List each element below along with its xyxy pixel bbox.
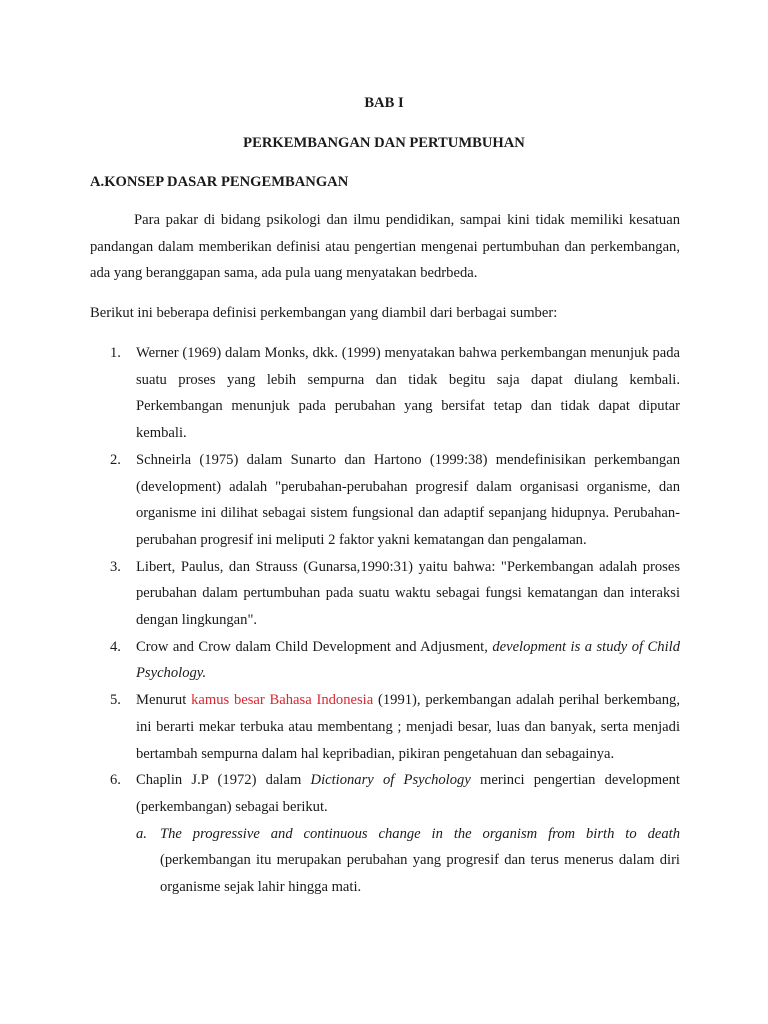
sub-item-text: (perkembangan itu merupakan perubahan yang progresif dan terus menerus dalam diri organisme sejak lahir hingga mati. — [160, 852, 680, 896]
list-item — [110, 340, 680, 447]
list-number: 3. — [110, 558, 121, 575]
list-item-text-continued: (1991), perkembangan adalah perihal berkembang, ini berarti mekar terbuka atau membentang ; menjadi besar, luas dan banyak, serta menjadi bertambah sempurna dalam hal kepribadian, pikiran pengetahuan dan sebagainya. — [136, 692, 681, 762]
list-number: 5. — [110, 692, 121, 709]
list-item-text: Crow and Crow dalam Child Development and Adjusment, — [136, 638, 493, 655]
list-number: 6. — [110, 772, 121, 789]
highlighted-term: kamus besar Bahasa Indonesia — [191, 692, 374, 709]
definition-list — [110, 340, 680, 901]
intro-paragraph: Berikut ini beberapa definisi perkembangan yang diambil dari berbagai sumber: — [90, 305, 558, 321]
list-item-text: Menurut — [136, 692, 192, 709]
chapter-heading: BAB I — [364, 95, 404, 111]
list-item-text: Chaplin J.P (1972) dalam — [136, 772, 311, 789]
section-heading: A.KONSEP DASAR PENGEMBANGAN — [90, 174, 349, 190]
list-number: 2. — [110, 451, 121, 468]
list-item-text: Libert, Paulus, dan Strauss (Gunarsa,1990:31) yaitu bahwa: "Perkembangan adalah proses perubahan dalam pertumbuhan pada suatu waktu sebagai fungsi kematangan dan interaksi dengan lingkungan". — [136, 558, 680, 629]
list-item-italic-text: development is a study of Child Psychology. — [136, 638, 680, 682]
chapter-title: PERKEMBANGAN DAN PERTUMBUHAN — [243, 135, 525, 151]
sub-list-letter: a. — [136, 825, 147, 842]
list-item-text: Werner (1969) dalam Monks, dkk. (1999) menyatakan bahwa perkembangan menunjuk pada suatu proses yang lebih sempurna dan tidak begitu saja dapat diulang kembali. Perkembangan menunjuk pada perubahan yang bersifat tetap dan tidak dapat diputar kembali. — [136, 345, 680, 442]
book-title: Dictionary of Psychology — [310, 772, 471, 789]
list-item-text: Schneirla (1975) dalam Sunarto dan Hartono (1999:38) mendefinisikan perkembangan (development) adalah "perubahan-perubahan progresif dalam organisasi organisme, dan organisme ini dilihat sebagai sistem fungsional dan adaptif sepanjang hidupnya. Perubahan-perubahan progresif ini meliputi 2 faktor yakni kematangan dan pengalaman. — [136, 451, 680, 548]
list-item — [110, 767, 680, 901]
list-number: 1. — [110, 345, 121, 361]
list-item — [110, 634, 680, 687]
list-item — [110, 554, 680, 634]
list-item — [110, 687, 680, 767]
sub-item-italic-text: The progressive and continuous change in the organism from birth to death — [160, 825, 680, 842]
list-item-text-continued: merinci pengertian development (perkembangan) sebagai berikut. — [136, 772, 680, 815]
paragraph-1: Para pakar di bidang psikologi dan ilmu pendidikan, sampai kini tidak memiliki kesatuan pandangan dalam memberikan definisi atau pengertian mengenai pertumbuhan dan perkembangan, ada yang beranggapan sama, ada pula uang menyatakan bedrbeda. — [90, 212, 680, 282]
sub-list-item — [136, 821, 680, 901]
list-number: 4. — [110, 638, 121, 655]
list-item — [110, 447, 680, 554]
